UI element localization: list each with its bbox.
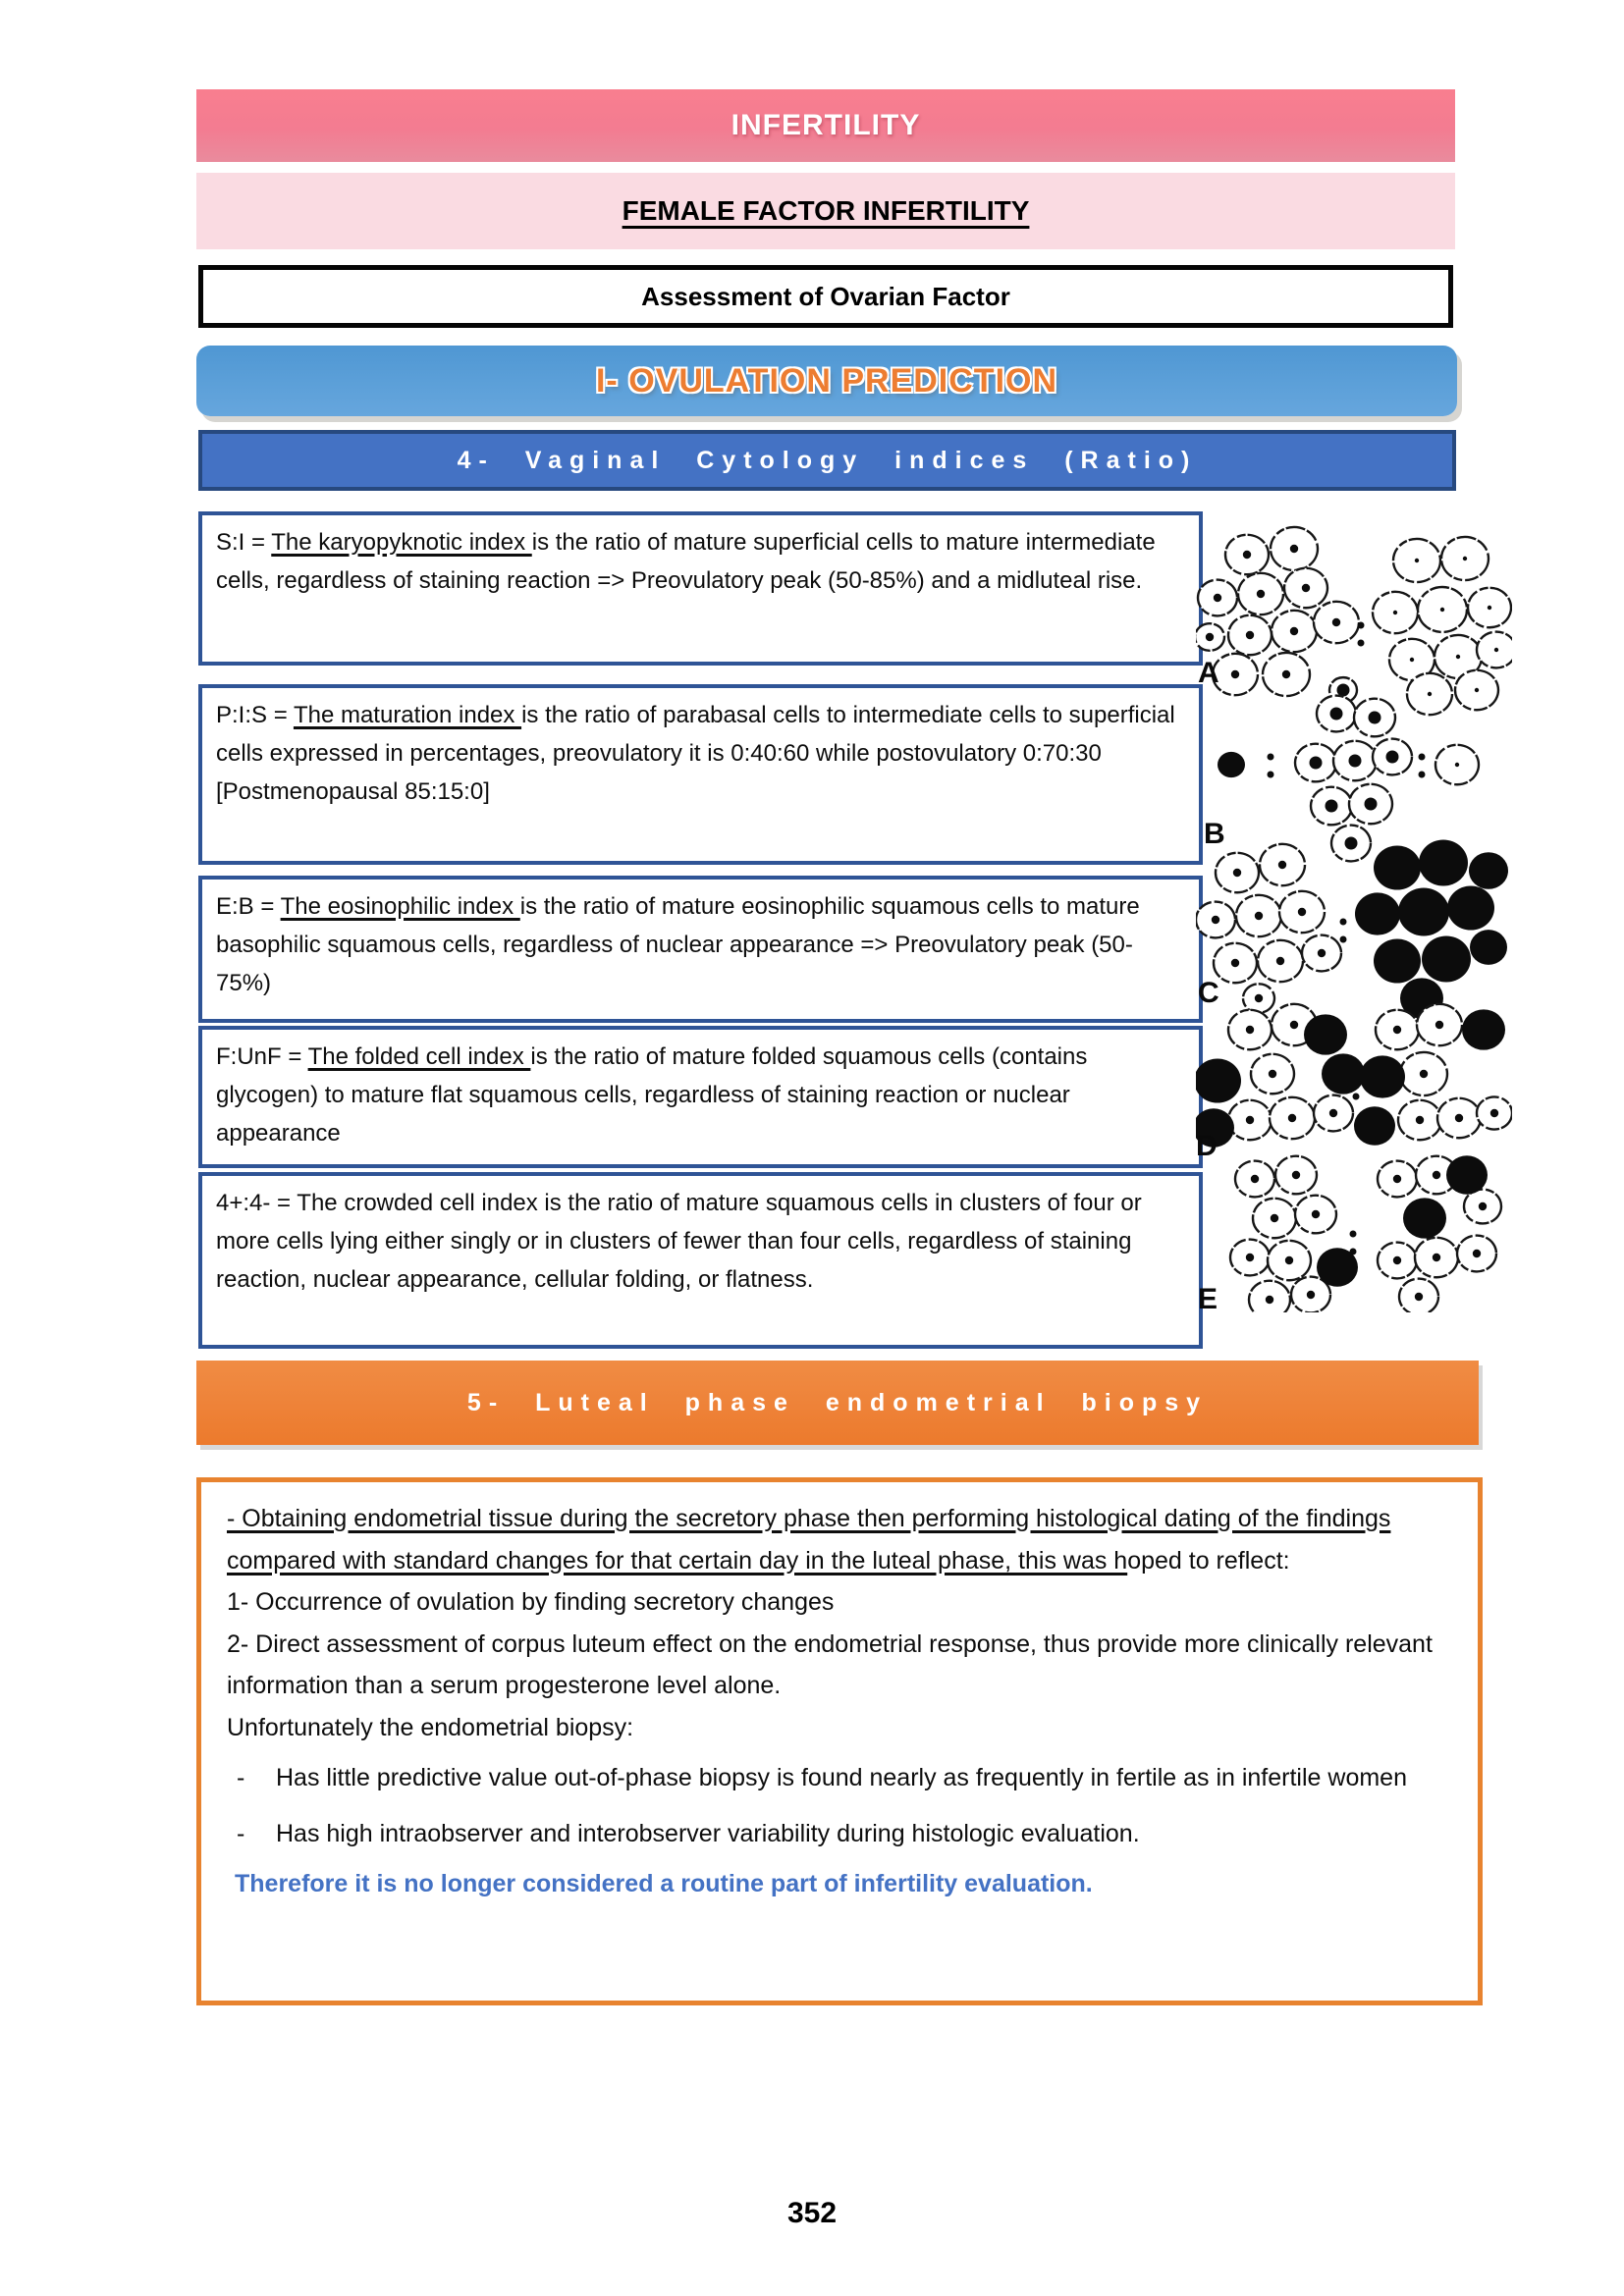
- biopsy-point-1: 1- Occurrence of ovulation by finding secretory changes: [227, 1588, 835, 1616]
- figure-row-label-d: D: [1196, 1130, 1218, 1162]
- definition-text: is the ratio of mature superficial cells to mature intermediate cells, regardless of staining reaction => Preovulatory peak (50-85%) and a midluteal rise.: [216, 529, 1156, 594]
- definition-prefix: S:I =: [216, 529, 272, 556]
- definition-box-folded-cell-index: [198, 1026, 1203, 1168]
- biopsy-conclusion: Therefore it is no longer considered a routine part of infertility evaluation.: [235, 1870, 1093, 1897]
- definition-term: The folded cell index: [307, 1043, 531, 1070]
- definition-term: The karyopyknotic index: [271, 529, 532, 556]
- definition-term: The maturation index: [293, 702, 522, 728]
- definition-prefix: E:B =: [216, 893, 281, 920]
- section5-banner: [196, 1361, 1479, 1445]
- endometrial-biopsy-box: [196, 1477, 1483, 2005]
- cytology-ratio-figure: [1196, 517, 1512, 1312]
- definition-box-maturation-index: [198, 684, 1203, 865]
- ovulation-prediction-banner: [196, 346, 1457, 416]
- definition-text: is the ratio of parabasal cells to intermediate cells to superficial cells expressed in percentages, preovulatory it is 0:40:60 while postovulatory 0:70:30 [Postmenopausal 85:15:0]: [216, 702, 1175, 805]
- biopsy-intro-underlined: - Obtaining endometrial tissue during the secretory phase then performing histological dating of the findings compared with standard changes for that certain day in the luteal phase, this was h: [227, 1505, 1391, 1575]
- biopsy-point-2: 2- Direct assessment of corpus luteum effect on the endometrial response, thus provide more clinically relevant information than a serum progesterone level alone.: [227, 1629, 1433, 1699]
- section4-title: 4- Vaginal Cytology indices (Ratio): [457, 446, 1198, 474]
- biopsy-intro-rest: oped to reflect:: [1127, 1546, 1290, 1575]
- definition-box-crowded-cell-index: [198, 1172, 1203, 1349]
- biopsy-unfortunately: Unfortunately the endometrial biopsy:: [227, 1713, 634, 1741]
- assessment-heading: Assessment of Ovarian Factor: [641, 281, 1010, 311]
- biopsy-bullet-2-text: Has high intraobserver and interobserver variability during histologic evaluation.: [276, 1819, 1140, 1847]
- section5-title: 5- Luteal phase endometrial biopsy: [466, 1388, 1209, 1416]
- chapter-banner: [196, 89, 1455, 162]
- biopsy-bullet-1-text: Has little predictive value out-of-phase biopsy is found nearly as frequently in fertile as in infertile women: [276, 1764, 1407, 1791]
- definition-prefix: F:UnF =: [216, 1043, 308, 1070]
- biopsy-intro: [227, 1498, 1452, 1581]
- definition-text: is the ratio of mature eosinophilic squamous cells to mature basophilic squamous cells, regardless of nuclear appearance => Preovulatory peak (50-75%): [216, 893, 1140, 996]
- chapter-title: INFERTILITY: [731, 109, 921, 141]
- figure-row-label-a: A: [1198, 657, 1219, 689]
- assessment-heading-box: [198, 265, 1453, 328]
- page-number: 352: [786, 2197, 838, 2229]
- definition-text: is the ratio of mature folded squamous cells (contains glycogen) to mature flat squamous cells, regardless of staining reaction or nuclear appearance: [216, 1043, 1088, 1147]
- dash-bullet-marker: -: [237, 1764, 245, 1791]
- section-title: FEMALE FACTOR INFERTILITY: [622, 195, 1030, 226]
- definition-prefix: P:I:S =: [216, 702, 294, 728]
- figure-row-label-c: C: [1198, 977, 1219, 1009]
- biopsy-bullet-1: [237, 1752, 1452, 1804]
- definition-box-eosinophilic-index: [198, 876, 1203, 1023]
- section-banner-female-factor: [196, 173, 1455, 249]
- figure-row-label-b: B: [1204, 818, 1225, 850]
- section4-banner: [198, 430, 1456, 491]
- definition-box-karyopyknotic-index: [198, 511, 1203, 666]
- cytology-cells-drawing: [1196, 527, 1512, 1312]
- definition-prefix: 4+:4- =: [216, 1190, 298, 1216]
- dash-bullet-marker: -: [237, 1819, 245, 1847]
- definition-text: The crowded cell index is the ratio of mature squamous cells in clusters of four or more cells lying either singly or in clusters of fewer than four cells, regardless of staining reaction, nuclear appearance, cellular folding, or flatness.: [216, 1190, 1142, 1293]
- definition-term: The eosinophilic index: [280, 893, 520, 920]
- figure-row-label-e: E: [1198, 1283, 1218, 1312]
- ovulation-prediction-title: I- OVULATION PREDICTION: [595, 361, 1058, 400]
- biopsy-bullet-2: [237, 1808, 1452, 1860]
